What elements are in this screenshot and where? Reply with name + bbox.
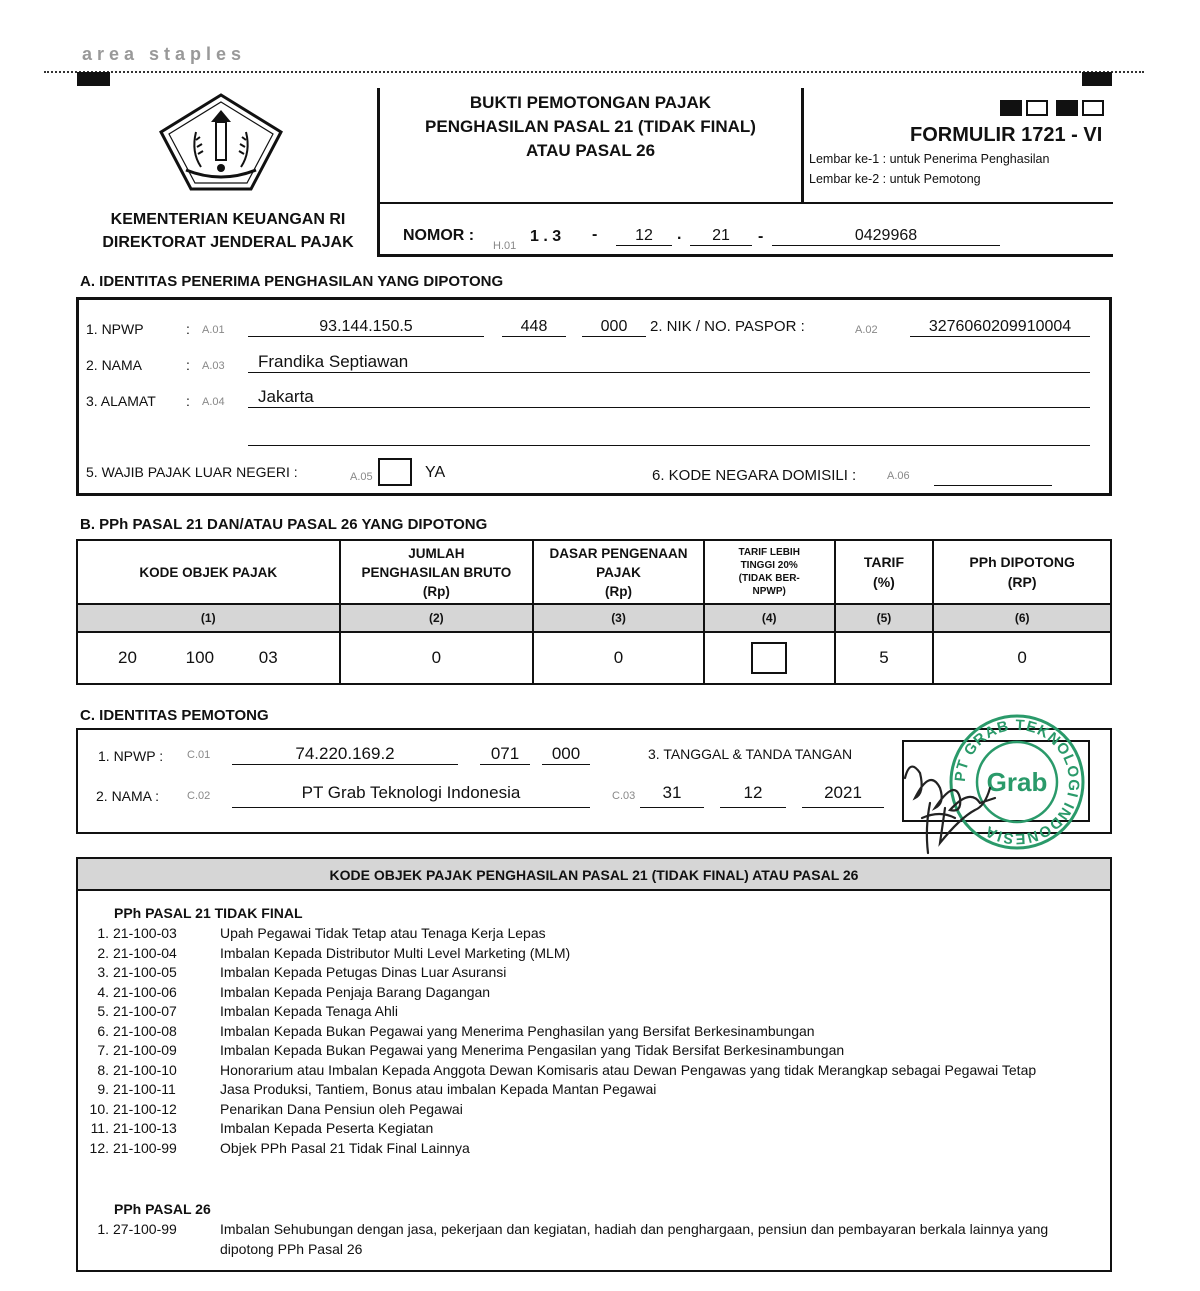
nik-value: 3276060209910004 [910,318,1090,337]
list-item [80,1119,1110,1139]
list-item-desc: Imbalan Kepada Distributor Multi Level Marketing (MLM) [220,944,571,961]
header-tarif: TARIF (%) [835,540,934,604]
nama-label-c: 2. NAMA : [96,788,160,804]
list-item-number: 4. [97,983,109,1000]
list-item-number: 3. [97,964,109,980]
tanggal-year: 2021 [802,783,884,808]
list-item [80,1100,1110,1120]
col-num-1: (1) [77,604,340,632]
list-item-number: 1. [97,925,109,941]
list-item-number: 7. [97,1042,109,1058]
nik-code: A.02 [855,324,878,336]
pph-table [76,539,1112,685]
directorate-name: DIREKTORAT JENDERAL PAJAK [102,234,354,251]
npwp-part2-a: 448 [502,318,566,337]
stamp-ring-text: PT GRAB TEKNOLOGI INDONESIA [951,716,1083,848]
tarif-lebih-checkbox[interactable] [751,642,787,674]
list-item-desc: Imbalan Kepada Petugas Dinas Luar Asuransi [220,964,507,980]
tanggal-day: 31 [640,783,704,808]
wajib-pajak-ln-checkbox[interactable] [378,458,412,486]
list-item-code: 21-100-11 [113,1081,176,1097]
list-item [80,1061,1110,1081]
alamat-value: Jakarta [248,387,1090,408]
staples-dotted-line [44,71,1144,73]
group2-list [80,1220,1110,1259]
ministry-logo [156,92,286,192]
list-item-desc: Imbalan Kepada Peserta Kegiatan [220,1120,434,1136]
list-item-code: 21-100-04 [113,944,177,961]
header-bottom-line [377,254,1113,257]
nama-code-a: A.03 [202,360,225,372]
list-item-code: 21-100-07 [113,1003,177,1019]
npwp-label-a: 1. NPWP [86,321,144,337]
list-item-number: 11. [90,1120,109,1136]
list-item-code: 21-100-09 [113,1042,177,1058]
col-num-3: (3) [533,604,704,632]
list-item [80,1002,1110,1022]
kode-negara-code: A.06 [887,470,910,482]
header-tarif-lebih: TARIF LEBIH TINGGI 20% (TIDAK BER- NPWP) [704,540,835,604]
list-item-number: 6. [97,1022,109,1039]
col-num-4: (4) [704,604,835,632]
kode-part1: 20 [118,648,137,667]
list-item-desc: Upah Pegawai Tidak Tetap atau Tenaga Kerja Lepas [220,925,546,941]
npwp-label-c: 1. NPWP : [98,748,164,764]
wajib-pajak-ln-code: A.05 [350,471,373,483]
kode-negara-label: 6. KODE NEGARA DOMISILI : [652,467,857,484]
stamp-brand-text: Grab [986,767,1048,797]
alamat-code: A.04 [202,396,225,408]
form-title-line1: BUKTI PEMOTONGAN PAJAK [469,93,712,112]
form-title-line2: PENGHASILAN PASAL 21 (TIDAK FINAL) [425,117,756,136]
list-item-number: 10. [89,1100,109,1117]
alamat-label: 3. ALAMAT [86,393,156,409]
header-pph-dipotong: PPh DIPOTONG (RP) [933,540,1111,604]
list-item-code: 27-100-99 [113,1221,177,1237]
nama-code-c: C.02 [187,790,211,802]
lembar-1: Lembar ke-1 : untuk Penerima Penghasilan [809,152,1050,166]
tanggal-month: 12 [720,783,786,808]
nomor-dash2: - [758,228,764,245]
sheet-boxes [1000,100,1104,121]
kode-negara-value [934,470,1052,486]
staples-label: area staples [82,44,247,64]
list-item [80,983,1110,1003]
wajib-pajak-ln-ya: YA [425,464,446,481]
cell-tarif-lebih [704,632,835,684]
formulir-number: FORMULIR 1721 - VI [910,124,1103,146]
list-item-desc: Imbalan Sehubungan dengan jasa, pekerjaan dan kegiatan, hadiah dan penghargaan, pensiun dan pembayaran berkala lainnya yang dipotong PPh Pasal 26 [220,1221,1049,1257]
tanggal-code: C.03 [612,790,636,802]
nik-label: 2. NIK / NO. PASPOR : [650,318,805,335]
ttd-label: 3. TANGGAL & TANDA TANGAN [648,746,853,762]
corner-mark-right [1082,72,1112,86]
list-item-desc: Penarikan Dana Pensiun oleh Pegawai [220,1100,463,1117]
list-item-code: 21-100-03 [113,925,177,941]
alamat-colon: : [186,393,190,409]
signature [900,748,1010,858]
list-item-number: 8. [97,1061,109,1078]
group1-title: PPh PASAL 21 TIDAK FINAL [114,905,303,921]
list-item-number: 12. [89,1139,109,1156]
list-item-number: 2. [97,944,109,961]
nomor-part2: 12 [616,227,672,246]
header-kode-objek: KODE OBJEK PAJAK [77,540,340,604]
header-dpp: DASAR PENGENAAN PAJAK (Rp) [533,540,704,604]
nomor-part1: 1 . 3 [530,228,562,245]
npwp-code-c: C.01 [187,749,211,761]
nama-value-a: Frandika Septiawan [248,352,1090,373]
col-num-5: (5) [835,604,934,632]
cell-bruto: 0 [340,632,534,684]
section-b-title: B. PPh PASAL 21 DAN/ATAU PASAL 26 YANG DIPOTONG [80,516,488,533]
cell-pph: 0 [933,632,1111,684]
list-item [80,944,1110,964]
list-item-number: 5. [97,1003,109,1019]
list-item [80,1041,1110,1061]
section-c-title: C. IDENTITAS PEMOTONG [80,707,269,724]
list-item-desc: Imbalan Kepada Bukan Pegawai yang Menerima Pengasilan yang Tidak Bersifat Berkesinambungan [220,1042,845,1058]
list-item-desc: Imbalan Kepada Penjaja Barang Dagangan [220,983,491,1000]
cell-tarif: 5 [835,632,934,684]
list-item [80,1022,1110,1042]
kode-part2: 100 [185,648,215,667]
nomor-dash1: - [592,226,598,243]
corner-mark-left [77,72,110,86]
list-item-code: 21-100-08 [113,1022,177,1039]
list-item-desc: Objek PPh Pasal 21 Tidak Final Lainnya [220,1139,470,1156]
list-item-number: 1. [97,1221,109,1237]
list-item-code: 21-100-12 [113,1100,177,1117]
header-bruto: JUMLAH PENGHASILAN BRUTO (Rp) [340,540,534,604]
nomor-label: NOMOR : [403,227,475,244]
group1-list [80,924,1110,1158]
kode-objek-title: KODE OBJEK PAJAK PENGHASILAN PASAL 21 (TIDAK FINAL) ATAU PASAL 26 [78,859,1110,891]
list-item [80,1080,1110,1100]
list-item-desc: Jasa Produksi, Tantiem, Bonus atau imbalan Kepada Mantan Pegawai [220,1081,657,1097]
nomor-part3: 21 [690,227,752,246]
list-item [80,963,1110,983]
group2-title: PPh PASAL 26 [114,1201,211,1217]
list-item-code: 21-100-05 [113,964,177,980]
npwp-part1-a: 93.144.150.5 [248,318,484,337]
cell-kode-objek [77,632,340,684]
nomor-part4: 0429968 [772,227,1000,246]
kode-part3: 03 [258,648,278,667]
nama-value-c: PT Grab Teknologi Indonesia [232,783,590,808]
list-item-number: 9. [97,1081,109,1097]
npwp-part3-a: 000 [582,318,646,337]
npwp-code-a: A.01 [202,324,225,336]
npwp-part3-c: 000 [542,744,590,765]
list-item-code: 21-100-10 [113,1061,177,1078]
ministry-name: KEMENTERIAN KEUANGAN RI [110,211,346,228]
cell-dpp: 0 [533,632,704,684]
npwp-part2-c: 071 [480,744,530,765]
nomor-dot: . [677,226,682,243]
npwp-colon-a: : [186,321,190,337]
wajib-pajak-ln-label: 5. WAJIB PAJAK LUAR NEGERI : [86,464,298,480]
list-item [80,924,1110,944]
col-num-2: (2) [340,604,534,632]
list-item-code: 21-100-06 [113,983,177,1000]
nama-label-a: 2. NAMA [86,357,143,373]
nomor-code: H.01 [493,240,517,252]
header-divider-2 [801,88,804,204]
list-item-desc: Imbalan Kepada Bukan Pegawai yang Menerima Penghasilan yang Bersifat Berkesinambungan [220,1022,815,1039]
list-item-desc: Honorarium atau Imbalan Kepada Anggota Dewan Komisaris atau Dewan Pengawas yang tidak Merangkap sebagai Pegawai Tetap [220,1061,1037,1078]
header-hline [377,202,1113,204]
alamat-line-2 [248,432,1090,446]
list-item-code: 21-100-13 [113,1120,177,1136]
form-title-line3: ATAU PASAL 26 [525,141,656,160]
nama-colon-a: : [186,357,190,373]
col-num-6: (6) [933,604,1111,632]
list-item-code: 21-100-99 [113,1139,177,1156]
lembar-2: Lembar ke-2 : untuk Pemotong [809,172,981,186]
section-a-title: A. IDENTITAS PENERIMA PENGHASILAN YANG DIPOTONG [80,273,504,290]
npwp-part1-c: 74.220.169.2 [232,744,458,765]
list-item-desc: Imbalan Kepada Tenaga Ahli [220,1003,398,1019]
list-item [80,1139,1110,1159]
list-item [80,1220,1110,1259]
